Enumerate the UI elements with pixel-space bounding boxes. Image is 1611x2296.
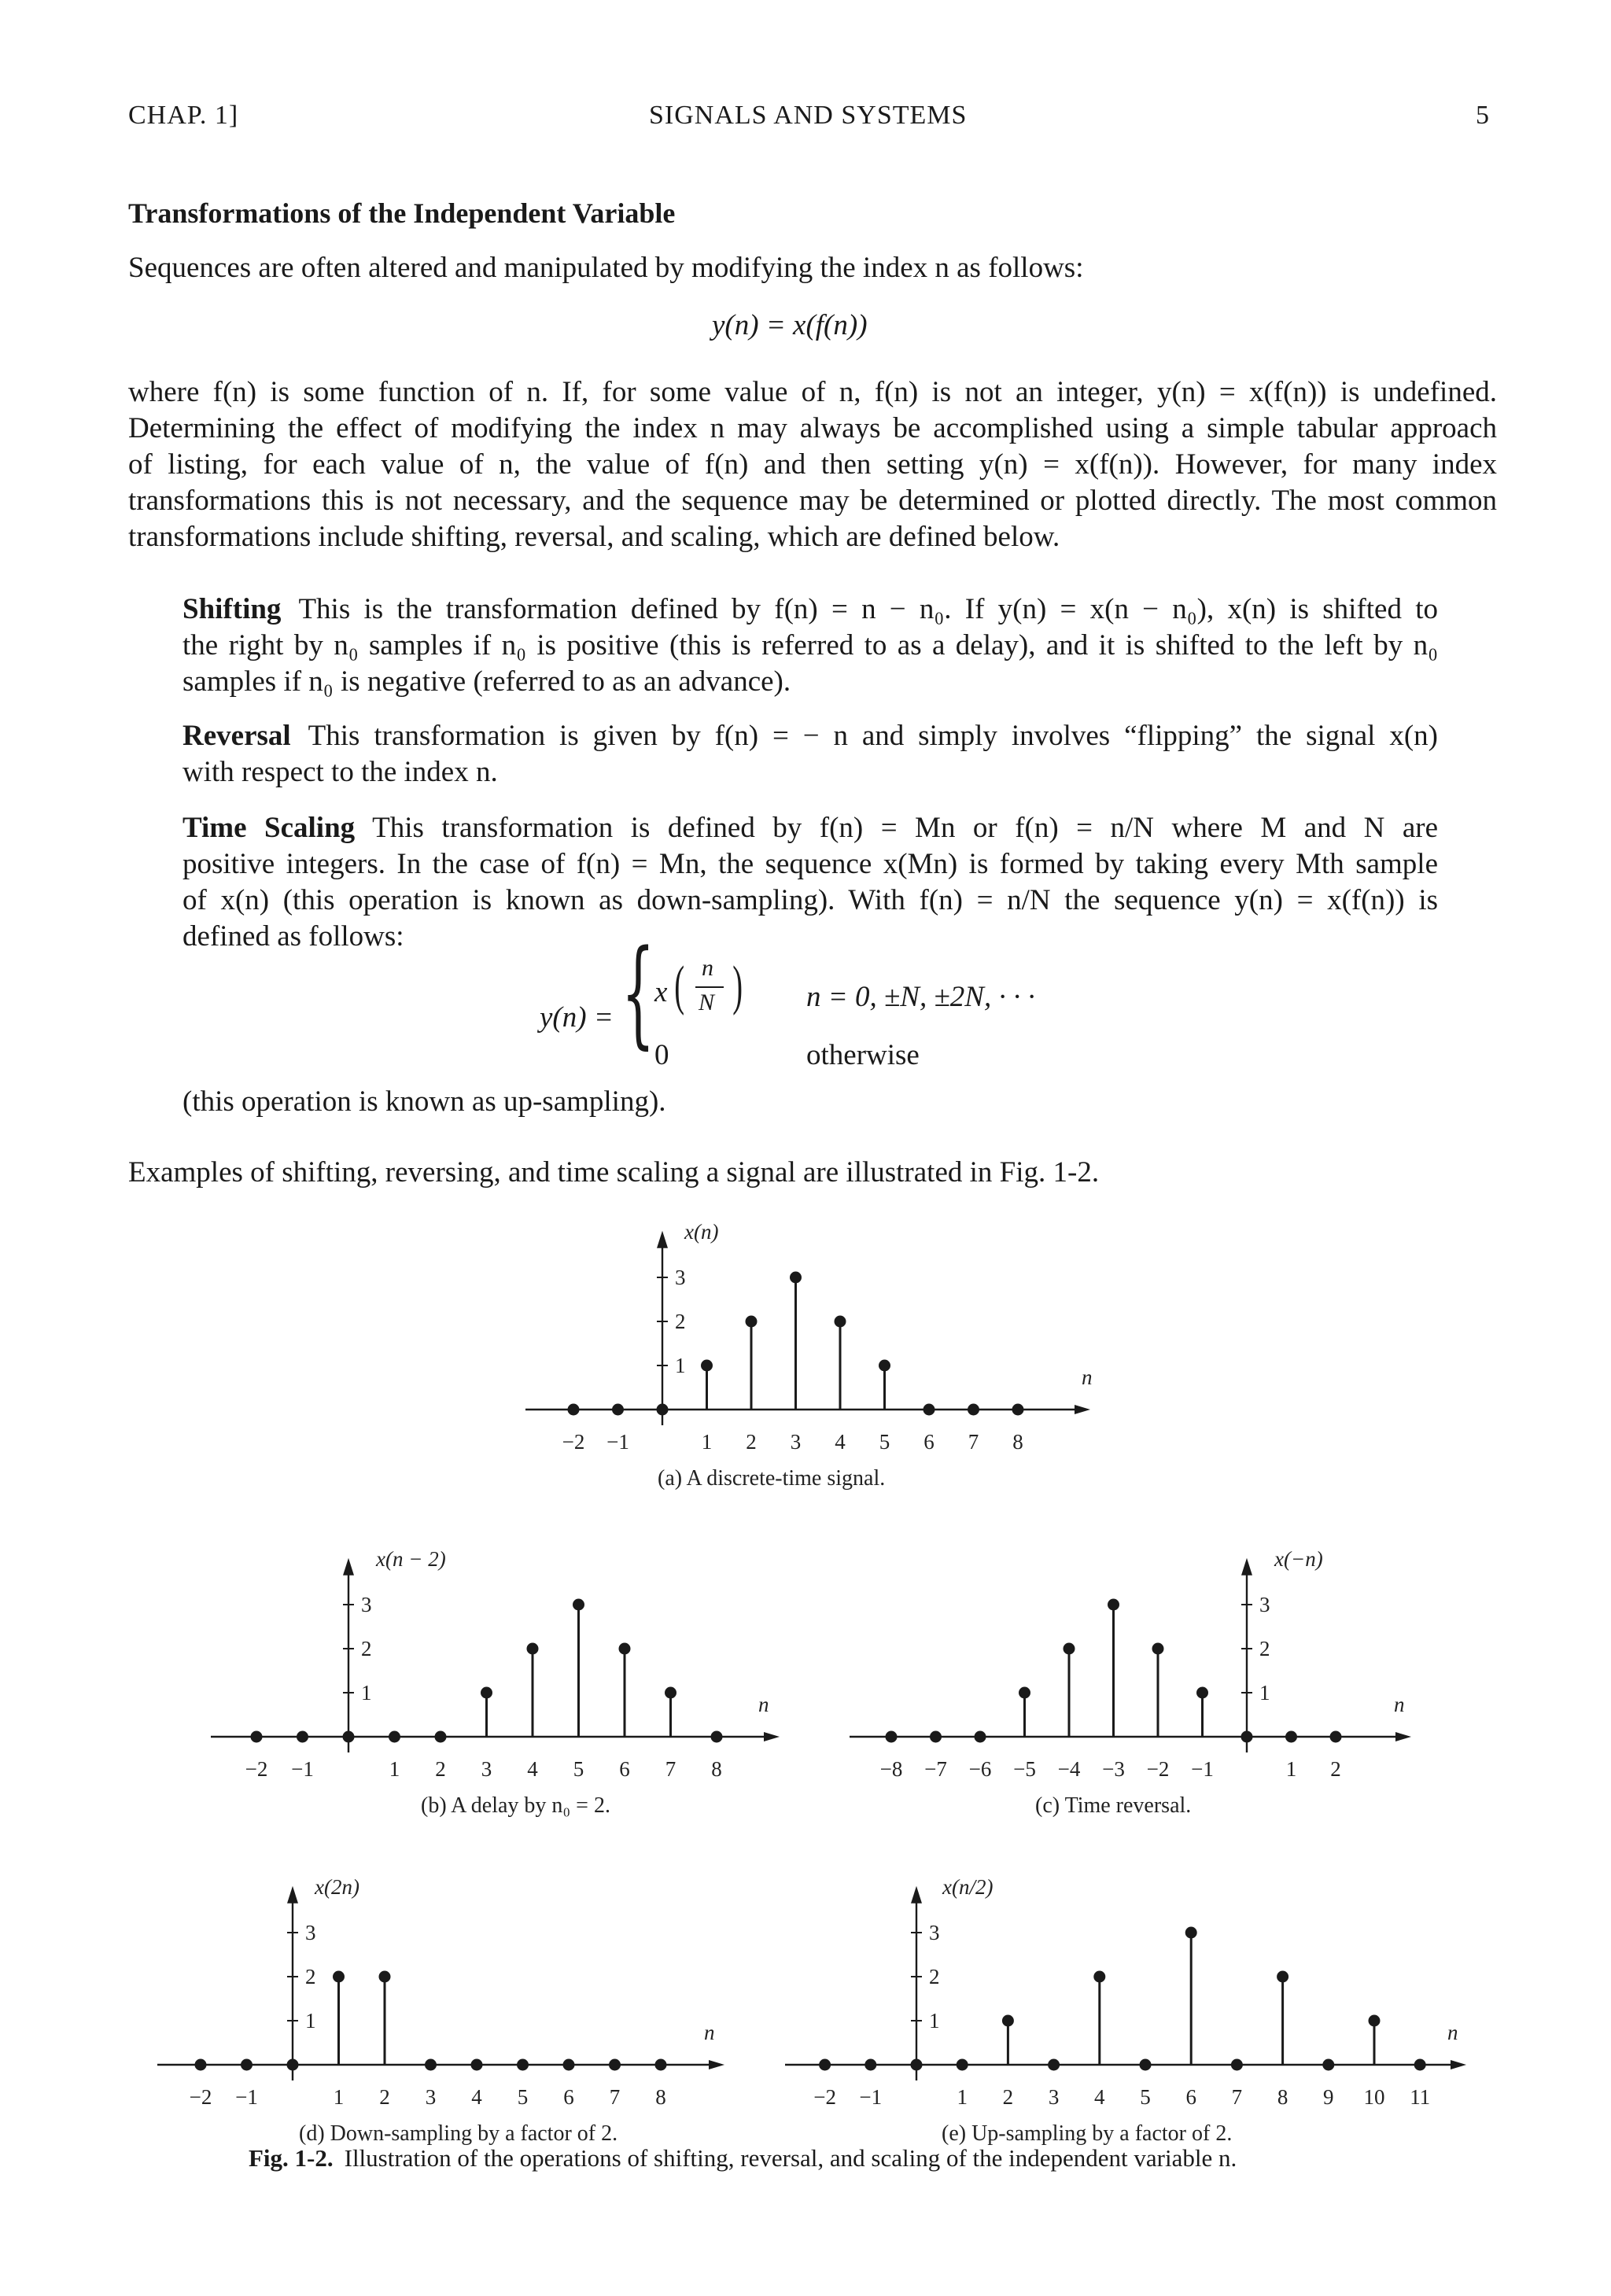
x-tick-label: 1	[957, 2085, 968, 2109]
stem-point	[563, 2059, 575, 2071]
piecewise-brace: {	[621, 925, 655, 1060]
page-number: 5	[1476, 101, 1490, 130]
examples-line: Examples of shifting, reversing, and time scaling a signal are illustrated in Fig. 1-2.	[128, 1156, 1100, 1189]
x-tick-label: 2	[746, 1430, 757, 1454]
stem-point	[1241, 1731, 1253, 1743]
x-tick-label: 9	[1323, 2085, 1334, 2109]
reversal-term: Reversal	[182, 720, 291, 752]
stem-point	[1414, 2059, 1426, 2071]
shifting-term: Shifting	[182, 593, 282, 625]
chart-title: x(n/2)	[942, 1875, 994, 1900]
x-axis-label: n	[758, 1693, 769, 1716]
y-tick-label: 2	[1259, 1637, 1270, 1660]
x-tick-label: 4	[835, 1430, 846, 1454]
stem-point	[886, 1731, 898, 1743]
stem-point	[609, 2059, 621, 2071]
fraction-denominator: N	[699, 990, 715, 1015]
case2-value: 0	[654, 1039, 669, 1071]
stem-point	[746, 1316, 758, 1328]
stem-point	[241, 2059, 253, 2071]
y-axis-arrow	[657, 1231, 668, 1248]
x-tick-label: 8	[1012, 1430, 1023, 1454]
y-tick-label: 1	[675, 1354, 686, 1377]
paragraph-1: where f(n) is some function of n. If, for some value of n, f(n) is not an integer, y(n) = x(f(n)) is undefined. Determining the effect of modifying the index n may always be accomplished using a simple tabular approach of listing, for each value of n, the value of f(n) and then setting y(n) = x(f(n)). However, for many index transformations this is not necessary, and the sequence may be determined or plotted directly. The most common transformations include shifting, reversal, and scaling, which are defined below.	[128, 376, 1497, 553]
stem-point	[1019, 1687, 1030, 1699]
y-axis-arrow	[287, 1886, 298, 1904]
x-tick-label: 5	[1140, 2085, 1151, 2109]
paren-left: (	[674, 956, 685, 1016]
y-tick-label: 1	[929, 2009, 940, 2032]
y-axis-arrow	[1241, 1558, 1252, 1576]
x-tick-label: 6	[619, 1757, 630, 1781]
stem-point	[481, 1687, 492, 1699]
stem-point	[425, 2059, 437, 2071]
section-heading: Transformations of the Independent Variable	[128, 197, 676, 229]
x-tick-label: −1	[291, 1757, 314, 1781]
x-tick-label: −1	[859, 2085, 883, 2109]
y-tick-label: 2	[675, 1310, 686, 1333]
x-axis-label: n	[1394, 1693, 1405, 1716]
time-scaling-definition: Time Scaling This transformation is defined by f(n) = Mn or f(n) = n/N where M and N are positive integers. In the case of f(n) = Mn, the sequence x(Mn) is formed by taking every Mth sample of x(n) (this operation is known as down-sampling). With f(n) = n/N the sequence y(n) = x(f(n)) is defined as follows:	[182, 812, 1438, 953]
stem-point	[612, 1404, 624, 1416]
stem-point	[1002, 2015, 1014, 2027]
chart-caption: (c) Time reversal.	[1035, 1793, 1192, 1818]
x-tick-label: 2	[1002, 2085, 1014, 2109]
stem-point	[517, 2059, 529, 2071]
x-tick-label: 7	[609, 2085, 621, 2109]
x-tick-label: 1	[389, 1757, 400, 1781]
x-axis-label: n	[1082, 1365, 1093, 1389]
chart-caption: (d) Down-sampling by a factor of 2.	[299, 2121, 618, 2146]
stem-point	[819, 2059, 831, 2071]
figure-caption-label: Fig. 1-2.	[249, 2144, 334, 2172]
piecewise-lhs: y(n) =	[540, 1001, 614, 1034]
stem-point	[389, 1731, 400, 1743]
stem-point	[911, 2059, 923, 2071]
stem-point	[1196, 1687, 1208, 1699]
x-tick-label: 5	[879, 1430, 890, 1454]
x-axis-arrow	[764, 1732, 780, 1741]
x-tick-label: 1	[333, 2085, 345, 2109]
stem-point	[1152, 1643, 1164, 1655]
stem-point	[957, 2059, 968, 2071]
x-axis-arrow	[1075, 1405, 1090, 1414]
chart-title: x(n)	[684, 1220, 719, 1244]
x-tick-label: 8	[1277, 2085, 1288, 2109]
chart-0	[525, 1220, 1093, 1491]
stem-point	[1093, 1971, 1105, 1983]
chart-caption: (a) A discrete-time signal.	[658, 1466, 886, 1491]
stem-point	[435, 1731, 447, 1743]
x-tick-label: 2	[435, 1757, 446, 1781]
x-tick-label: 3	[1048, 2085, 1060, 2109]
stem-point	[1277, 1971, 1288, 1983]
x-tick-label: 3	[481, 1757, 492, 1781]
stem-point	[573, 1599, 584, 1611]
x-axis-label: n	[1447, 2021, 1458, 2044]
figure-caption: Fig. 1-2. Illustration of the operations of shifting, reversal, and scaling of the independent variable n.	[249, 2144, 1237, 2172]
x-tick-label: 10	[1363, 2085, 1385, 2109]
stem-point	[790, 1272, 802, 1284]
stem-point	[1330, 1731, 1342, 1743]
chart-caption: (e) Up-sampling by a factor of 2.	[942, 2121, 1233, 2146]
stem-point	[343, 1731, 355, 1743]
x-tick-label: 4	[1094, 2085, 1105, 2109]
shifting-definition: Shifting This is the transformation defined by f(n) = n − n₀. If y(n) = x(n − n₀), x(n) is shifted to the right by n₀ samples if n₀ is positive (this is referred to as a delay), and it is shifted to the left by n₀ samples if n₀ is negative (referred to as an advance).	[182, 593, 1438, 698]
stem-point	[1108, 1599, 1119, 1611]
fraction-numerator: n	[702, 955, 713, 981]
x-tick-label: 2	[1330, 1757, 1341, 1781]
stem-point	[1285, 1731, 1297, 1743]
x-tick-label: −2	[1146, 1757, 1170, 1781]
case1-condition: n = 0, ±N, ±2N, · · ·	[806, 981, 1035, 1013]
upsampling-note: (this operation is known as up-sampling).	[182, 1085, 666, 1118]
stem-point	[333, 1971, 345, 1983]
y-tick-label: 3	[305, 1921, 316, 1944]
x-axis-arrow	[1451, 2060, 1466, 2069]
chart-title: x(n − 2)	[376, 1547, 446, 1572]
y-tick-label: 1	[305, 2009, 316, 2032]
reversal-definition: Reversal This transformation is given by f(n) = − n and simply involves “flipping” the signal x(n) with respect to the index n.	[182, 720, 1438, 788]
stem-point	[835, 1316, 846, 1328]
x-tick-label: 3	[790, 1430, 802, 1454]
chart-title: x(2n)	[315, 1875, 359, 1900]
x-tick-label: −8	[879, 1757, 903, 1781]
paren-right: )	[732, 956, 743, 1016]
stem-point	[1064, 1643, 1075, 1655]
chart-3	[157, 1875, 724, 2146]
time-scaling-term: Time Scaling	[182, 812, 356, 844]
stem-point	[379, 1971, 391, 1983]
stem-point	[864, 2059, 876, 2071]
stem-point	[195, 2059, 207, 2071]
x-tick-label: −6	[968, 1757, 992, 1781]
y-tick-label: 1	[361, 1681, 372, 1704]
x-axis-label: n	[704, 2021, 715, 2044]
intro-text: Sequences are often altered and manipulated by modifying the index n as follows:	[128, 252, 1084, 284]
x-tick-label: 6	[923, 1430, 935, 1454]
stem-point	[930, 1731, 942, 1743]
x-tick-label: 4	[471, 2085, 482, 2109]
x-tick-label: −7	[924, 1757, 947, 1781]
x-tick-label: 3	[425, 2085, 437, 2109]
x-tick-label: 8	[711, 1757, 722, 1781]
y-axis-arrow	[343, 1558, 354, 1576]
y-tick-label: 2	[929, 1965, 940, 1988]
stem-point	[568, 1404, 580, 1416]
piecewise-x: x	[654, 976, 668, 1008]
stem-point	[1369, 2015, 1381, 2027]
stem-point	[879, 1360, 890, 1372]
stem-point	[655, 2059, 667, 2071]
equation-main: y(n) = x(f(n))	[712, 309, 868, 341]
stem-point	[527, 1643, 539, 1655]
stem-point	[471, 2059, 483, 2071]
chart-1	[211, 1547, 780, 1818]
stem-point	[665, 1687, 676, 1699]
chart-4	[785, 1875, 1466, 2146]
stem-point	[1140, 2059, 1152, 2071]
chart-title: x(−n)	[1274, 1547, 1323, 1572]
stem-point	[1322, 2059, 1334, 2071]
x-tick-label: 1	[701, 1430, 713, 1454]
x-tick-label: 8	[655, 2085, 666, 2109]
stem-point	[297, 1731, 308, 1743]
y-axis-arrow	[911, 1886, 922, 1904]
stem-point	[701, 1360, 713, 1372]
y-tick-label: 3	[929, 1921, 940, 1944]
x-tick-label: −3	[1102, 1757, 1125, 1781]
x-axis-arrow	[1395, 1732, 1411, 1741]
stem-point	[657, 1404, 669, 1416]
x-tick-label: 6	[563, 2085, 574, 2109]
x-tick-label: 5	[517, 2085, 529, 2109]
x-tick-label: −4	[1057, 1757, 1081, 1781]
x-tick-label: 2	[379, 2085, 390, 2109]
x-tick-label: −2	[813, 2085, 836, 2109]
x-tick-label: −1	[235, 2085, 258, 2109]
stem-point	[287, 2059, 299, 2071]
stem-point	[619, 1643, 631, 1655]
x-tick-label: 7	[1231, 2085, 1243, 2109]
stem-point	[1012, 1404, 1024, 1416]
y-tick-label: 2	[361, 1637, 372, 1660]
y-tick-label: 2	[305, 1965, 316, 1988]
x-tick-label: 7	[968, 1430, 979, 1454]
chart-2	[850, 1547, 1411, 1818]
x-tick-label: −5	[1013, 1757, 1036, 1781]
case2-condition: otherwise	[806, 1039, 920, 1071]
x-tick-label: −1	[1191, 1757, 1214, 1781]
stem-point	[1048, 2059, 1060, 2071]
x-tick-label: −2	[562, 1430, 585, 1454]
stem-point	[968, 1404, 979, 1416]
y-tick-label: 3	[675, 1266, 686, 1289]
x-tick-label: 7	[665, 1757, 676, 1781]
x-tick-label: 1	[1285, 1757, 1297, 1781]
stem-point	[711, 1731, 723, 1743]
chart-caption: (b) A delay by n₀ = 2.	[421, 1793, 610, 1818]
x-tick-label: 6	[1185, 2085, 1196, 2109]
x-tick-label: 11	[1410, 2085, 1431, 2109]
x-tick-label: −2	[189, 2085, 212, 2109]
x-tick-label: 4	[527, 1757, 538, 1781]
x-axis-arrow	[709, 2060, 724, 2069]
stem-point	[251, 1731, 263, 1743]
y-tick-label: 1	[1259, 1681, 1270, 1704]
stem-point	[923, 1404, 935, 1416]
header-title: SIGNALS AND SYSTEMS	[649, 101, 968, 130]
y-tick-label: 3	[1259, 1593, 1270, 1616]
stem-point	[975, 1731, 986, 1743]
stem-point	[1185, 1927, 1197, 1939]
y-tick-label: 3	[361, 1593, 372, 1616]
x-tick-label: 5	[573, 1757, 584, 1781]
header-chapter: CHAP. 1]	[128, 101, 239, 130]
x-tick-label: −2	[245, 1757, 268, 1781]
x-tick-label: −1	[606, 1430, 629, 1454]
stem-point	[1231, 2059, 1243, 2071]
